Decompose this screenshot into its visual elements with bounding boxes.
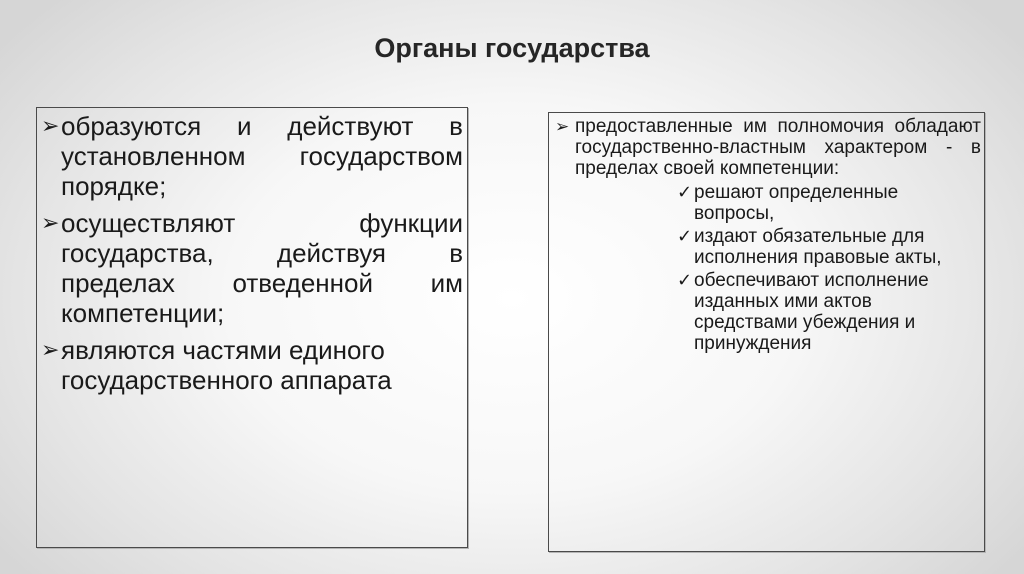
- left-item-text: образуются и действуют в установленном государством порядке;: [61, 111, 463, 201]
- checkmark-item-text: обеспечивают исполнение изданных ими актов средствами убеждения и принуждения: [694, 270, 929, 354]
- right-text-box: [548, 112, 985, 552]
- checkmark-item-1: [677, 182, 977, 224]
- right-item-list: [555, 116, 981, 356]
- left-text-box: [36, 107, 468, 548]
- left-item-2: [41, 208, 463, 328]
- checkmark-item-text: издают обязательные для исполнения правовые акты,: [694, 226, 942, 268]
- right-intro-text: предоставленные им полномочия обладают государственно-властным характером - в пределах своей компетенции:: [575, 116, 981, 179]
- arrow-bullet-icon: ➢: [41, 210, 60, 235]
- left-item-list: [41, 111, 463, 402]
- arrow-bullet-icon: ➢: [41, 113, 60, 138]
- left-item-3: [41, 335, 463, 395]
- checkmark-icon: ✓: [677, 270, 693, 290]
- checkmark-icon: ✓: [677, 226, 693, 246]
- checkmark-list: [677, 182, 977, 354]
- slide-title: Органы государства: [374, 33, 650, 63]
- left-item-text: осуществляют функции государства, действуя в пределах отведенной им компетенции;: [61, 208, 463, 328]
- checkmark-item-text: решают определенные вопросы,: [694, 182, 899, 224]
- left-item-1: [41, 111, 463, 201]
- left-item-text: являются частями единого государственного аппарата: [61, 335, 392, 395]
- checkmark-icon: ✓: [677, 182, 693, 202]
- checkmark-item-2: [677, 226, 977, 268]
- arrow-bullet-icon: ➢: [41, 337, 60, 362]
- arrow-bullet-icon: ➢: [555, 117, 570, 136]
- checkmark-item-3: [677, 270, 977, 354]
- right-intro-item: [555, 116, 981, 179]
